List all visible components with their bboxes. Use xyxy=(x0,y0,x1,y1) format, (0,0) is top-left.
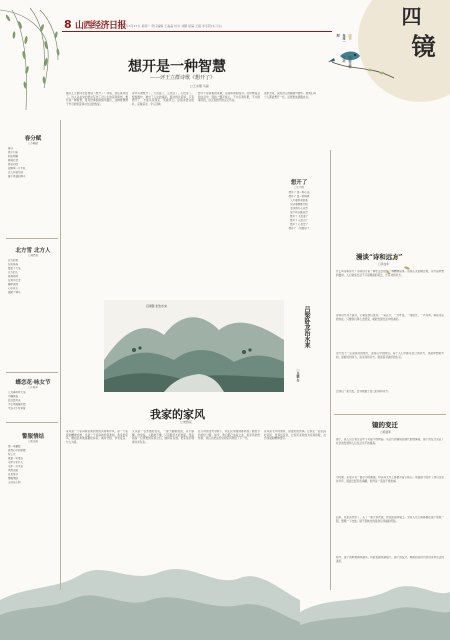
article-body: 远方也不一定是遥远的地方，而是心中的向往。每个人心中都有自己的远方，那是梦想的方向，是前进的动力。追寻诗和远方，就是追寻美好的生活。 xyxy=(336,352,444,359)
poem-title: 蝶恋花·咏女节 xyxy=(15,380,51,386)
article-author: □郭建军 xyxy=(380,430,392,434)
left-poem-4 xyxy=(8,432,58,485)
article-body: 什么叫诗和远方？诗和远方是一种生活态度，一种精神追求。诗是心灵的栖息地，远方是梦想的彼岸。人们常说生活不只是眼前的苟且，还有诗和远方。 xyxy=(336,270,444,277)
painting-caption: □吴鹏 作 xyxy=(296,368,300,383)
poem-line: 覆盖了大地 xyxy=(8,267,21,271)
poem-line: 穿上它 xyxy=(8,453,16,457)
article-body: 诗和远方并不遥远，它就在我们身边。一朵花开，一片叶落，一缕阳光，一声鸟鸣，都是诗意的存在。只要我们用心去感受，就能发现生活中的美好。 xyxy=(336,314,444,321)
column-note-4: 版面主编 xyxy=(348,56,352,68)
poem-line: 播下希望的种子 xyxy=(8,175,26,179)
page-number: 8 xyxy=(64,18,72,31)
article-body: 家风是一个家庭或家族的传统风尚和作风，是一个家庭的精神内核，也是一个家庭的价值准则。我家的家风，概括起来就是勤俭持家、诚实守信、孝老爱亲、与人为善。 xyxy=(66,430,128,444)
landscape-painting-image xyxy=(104,300,284,392)
article-body: 小时候，家里只有一面小小的圆镜，母亲每天早上都要对着它梳头。那面镜子陪伴了我们全家许多年，镜面已经有些模糊，但母亲一直舍不得扔掉。 xyxy=(336,476,444,483)
poem-line: 日夜坚守 xyxy=(8,473,19,477)
poem-line: 田野里一片生机 xyxy=(8,167,26,171)
article-subtitle: ——评王立群诗歌《想开了》 xyxy=(150,75,216,81)
painting-inscription: 吕梁卧龙治水来 xyxy=(146,304,168,308)
poem-line: 春分 xyxy=(8,147,14,151)
left-poem-3 xyxy=(8,378,58,411)
poem-author: □刘清海 xyxy=(28,254,38,257)
poem-line: 脚印深深 xyxy=(8,283,19,287)
poem-line: 在雪中行走 xyxy=(8,279,21,283)
poem-title: 想开了 xyxy=(290,180,308,186)
poem-line: 三月春风吹大地 xyxy=(8,391,26,395)
poem-line: 处处显风采 xyxy=(8,399,21,403)
poem-author: □王立群 xyxy=(294,186,304,189)
article-body: 后来，家里条件好了，买了一面大穿衣镜，挂在卧室的墙上。全家人出门前都要在镜子前照一照，整理一下衣装。镜子里映出的是我们幸福的笑脸。 xyxy=(336,516,444,523)
newspaper-name: 山西经济日报 xyxy=(75,21,127,31)
article-body: 如今，镜子的种类越来越多，功能也越来越强大。镜子的变迁，映照的是时代的进步和生活的美好。 xyxy=(336,556,444,563)
right-divider xyxy=(334,414,446,415)
poem-line: 温暖了寒冬 xyxy=(8,291,21,295)
willow-branches-illustration xyxy=(0,8,58,110)
article-body: 诗中写道想开了，天也蓝了，云也白了，心也宽了。短短数句，道出了人生的真谛。面对得失荣辱，只有想开了，才能从容淡定，笑看风云。这首诗语言质朴，意境深远，令人回味。 xyxy=(132,92,194,106)
poem-line: 想开了 云也白了 xyxy=(289,219,309,223)
poem-line: 警服情结 xyxy=(8,477,19,481)
poem-line: 北方的雪 xyxy=(8,259,19,263)
article-title: 我家的家风 xyxy=(150,408,205,421)
column-notes xyxy=(330,34,352,78)
article-body: 让我们一起出发，去寻找属于自己的诗和远方。 xyxy=(336,390,391,393)
article-author: □王永刚 马丽 xyxy=(190,84,209,88)
poem-line: 北方的人 xyxy=(8,271,19,275)
column-note-3: 期 xyxy=(336,34,340,37)
poem-line: 想开了 心也宽了 xyxy=(289,223,309,227)
column-name-small: 镜 xyxy=(407,34,436,58)
poem-line: 那一身藏蓝 xyxy=(8,445,21,449)
article-title: 镜的变迁 xyxy=(372,421,398,429)
article-body: 镜子，是人们日常生活中不可缺少的物品。从古代的铜镜到现代的玻璃镜，镜子的变迁见证了社会的发展和人们生活水平的提高。 xyxy=(336,438,444,445)
poem-line: 巾帼英姿 xyxy=(8,395,19,399)
article-author: □李成华 xyxy=(378,262,390,266)
poem-line: 守护一方平安 xyxy=(8,465,24,469)
column-note-1: 副刊 xyxy=(348,34,352,40)
header-meta: 2023年3月27日 星期一 责任编辑 王晶晶 校对 刘鹏 版编 王强 李冬阳(实习生) xyxy=(118,24,223,28)
poem-line: 想开了 一切都好了 xyxy=(288,227,310,231)
poem-line: 守护万家灯火 xyxy=(8,461,24,465)
poem-author: □张志刚 xyxy=(28,440,38,443)
poem-line: 阳光明媚 xyxy=(8,155,19,159)
poem-line: 就是一份责任 xyxy=(8,457,24,461)
poem-line: 纷纷扬扬 xyxy=(8,263,19,267)
poem-line: 不让须眉展宏图 xyxy=(8,403,26,407)
poem-line: 心中有火 xyxy=(8,287,19,291)
painting-title: 吕梁卧龙治水来 xyxy=(303,306,310,348)
poem-line: 桃花初绽 xyxy=(8,163,19,167)
poem-line: 何必事事都计较 xyxy=(290,203,308,207)
poem-author: □李晓峰 xyxy=(28,142,38,145)
poem-line: 想开了 天也蓝了 xyxy=(289,215,309,219)
side-poem xyxy=(270,178,328,231)
poem-line: 柳枝吐翠 xyxy=(8,159,19,163)
poem-line: 半边天下写华章 xyxy=(8,407,26,411)
article-body: 刚从王立群同志处得到《想开了》诗集，我认真拜读了。诗人以朴实的语言写出了对人生的深刻领悟，想开是一种智慧，是对世事的洞察与豁达，这种智慧源于岁月的积淀和对生活的热爱。 xyxy=(66,92,128,106)
poem-line: 是我心中的骄傲 xyxy=(8,449,26,453)
column-name-big: 四 xyxy=(398,6,422,26)
poem-line: 想开了 是一种境界 xyxy=(288,195,310,199)
article-body: 想开不是消极的逃避，而是积极的面对。在纷繁复杂的生活中，保持一颗平常心，不为名利所累，不为琐事所扰，这正是想开的意义所在。 xyxy=(198,92,260,102)
left-column-divider xyxy=(60,120,61,590)
column-note-2: 每周一 xyxy=(342,34,346,43)
header-rule xyxy=(62,31,332,32)
left-poem-2 xyxy=(8,246,58,295)
article-title: 漫谈“诗和远方” xyxy=(356,253,403,261)
left-poem-1 xyxy=(8,134,58,179)
article-title: 想开是一种智慧 xyxy=(128,59,226,75)
left-divider xyxy=(6,238,58,239)
poem-line: 风雨无阻 xyxy=(8,469,19,473)
poem-line: 燕子归来 xyxy=(8,151,19,155)
article-body: 读罢全诗，深感诗人的胸襟与情怀。愿我们每个人都能想开一些，活得更加洒脱自在。 xyxy=(264,92,316,99)
article-body: 父亲是一名普通的农民，一辈子勤勤恳恳，从不偷懒。他常说，人勤地不懒，只有勤劳才能致富。母亲则是一位贤惠的家庭主妇，她持家有道，把家里打理得井井有条。 xyxy=(132,430,194,444)
poem-title: 北方雪 北方人 xyxy=(15,248,51,254)
poem-line: 人生难免有起落 xyxy=(290,199,308,203)
poem-author: □王春华 xyxy=(28,386,38,389)
poem-line: 农人开始忙碌 xyxy=(8,171,24,175)
poem-line: 想开了 是一种心态 xyxy=(288,191,310,195)
left-divider xyxy=(6,422,58,423)
article-author: □刘新民 xyxy=(180,420,192,424)
poem-line: 豪爽坦荡 xyxy=(8,275,19,279)
left-divider xyxy=(6,372,58,373)
right-column-divider xyxy=(330,150,331,590)
article-body: 家风是无声的教育，是最好的传承。让我们一起弘扬好家风，传承好家训，让家风家训成为家庭和睦、社会和谐的精神纽带。 xyxy=(264,430,326,440)
willow-leaves-illustration xyxy=(5,14,60,89)
poem-line: 永远在心间 xyxy=(8,481,21,485)
column-note-5: 刘洁 xyxy=(342,56,346,62)
poem-title: 警服情结 xyxy=(21,434,44,440)
poem-line: 放下执念路自宽 xyxy=(290,211,308,215)
article-body: 在父母的言传身教下，我们兄弟姐妹都养成了勤俭节约的好习惯。如今，我们都已成家立业，但家风依然传承，我们也把这些好的家风传给了下一代。 xyxy=(198,430,260,440)
poem-title: 春分赋 xyxy=(24,136,42,142)
poem-line: 看淡得失心自宽 xyxy=(290,207,308,211)
